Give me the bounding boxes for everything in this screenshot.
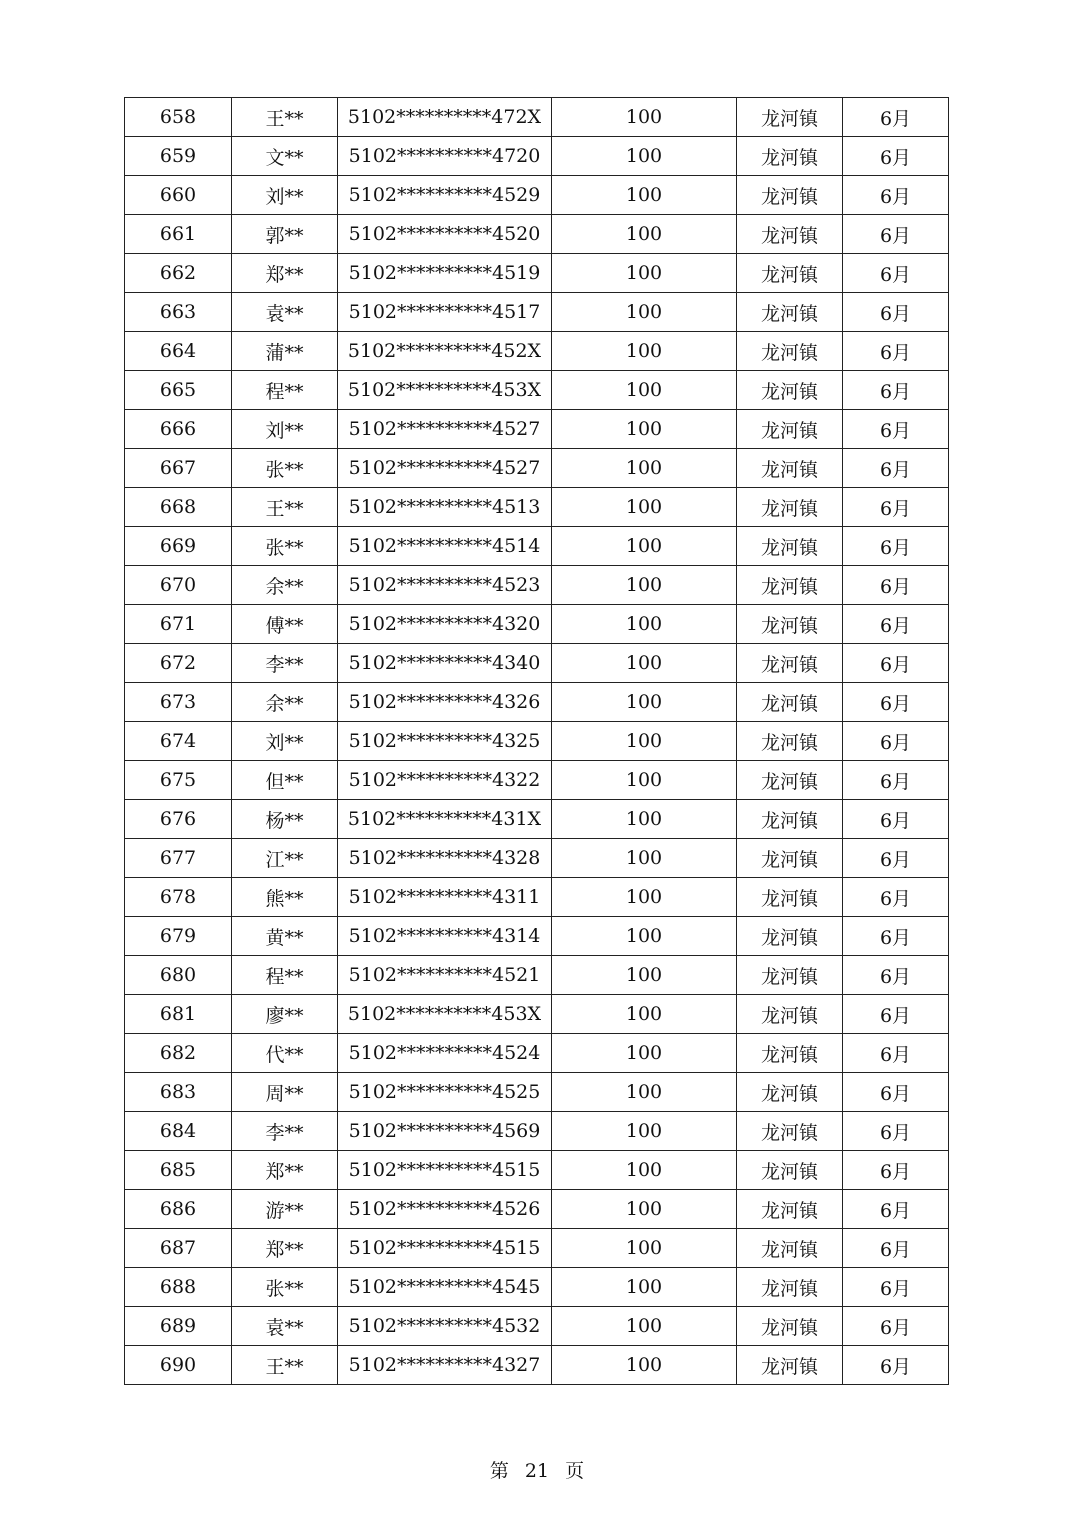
cell-id-number: 5102**********4720: [338, 137, 552, 176]
roster-table: [124, 97, 949, 1385]
cell-month: 6月: [843, 527, 949, 566]
cell-month: 6月: [843, 98, 949, 137]
cell-id-number: 5102**********4311: [338, 878, 552, 917]
cell-town: 龙河镇: [737, 761, 843, 800]
cell-name: 袁**: [232, 293, 338, 332]
cell-number: 662: [125, 254, 232, 293]
cell-amount: 100: [552, 800, 737, 839]
cell-name: 李**: [232, 644, 338, 683]
cell-name: 杨**: [232, 800, 338, 839]
cell-name: 黄**: [232, 917, 338, 956]
cell-amount: 100: [552, 1190, 737, 1229]
cell-name: 余**: [232, 566, 338, 605]
cell-name: 江**: [232, 839, 338, 878]
cell-id-number: 5102**********4529: [338, 176, 552, 215]
table-row: [125, 1112, 949, 1151]
cell-month: 6月: [843, 293, 949, 332]
cell-id-number: 5102**********4545: [338, 1268, 552, 1307]
cell-month: 6月: [843, 917, 949, 956]
cell-id-number: 5102**********4515: [338, 1151, 552, 1190]
cell-number: 670: [125, 566, 232, 605]
cell-amount: 100: [552, 293, 737, 332]
cell-town: 龙河镇: [737, 1073, 843, 1112]
table-row: [125, 371, 949, 410]
cell-number: 672: [125, 644, 232, 683]
table-row: [125, 878, 949, 917]
cell-number: 661: [125, 215, 232, 254]
cell-id-number: 5102**********4327: [338, 1346, 552, 1385]
table-row: [125, 1190, 949, 1229]
cell-number: 667: [125, 449, 232, 488]
cell-amount: 100: [552, 683, 737, 722]
cell-month: 6月: [843, 176, 949, 215]
table-row: [125, 215, 949, 254]
cell-town: 龙河镇: [737, 98, 843, 137]
cell-id-number: 5102**********4523: [338, 566, 552, 605]
cell-name: 郑**: [232, 1151, 338, 1190]
cell-town: 龙河镇: [737, 1307, 843, 1346]
cell-town: 龙河镇: [737, 1229, 843, 1268]
cell-id-number: 5102**********4520: [338, 215, 552, 254]
table-row: [125, 1151, 949, 1190]
cell-amount: 100: [552, 761, 737, 800]
cell-number: 685: [125, 1151, 232, 1190]
cell-town: 龙河镇: [737, 1190, 843, 1229]
cell-name: 廖**: [232, 995, 338, 1034]
table-row: [125, 1229, 949, 1268]
cell-amount: 100: [552, 1073, 737, 1112]
cell-name: 张**: [232, 527, 338, 566]
cell-name: 熊**: [232, 878, 338, 917]
cell-month: 6月: [843, 137, 949, 176]
cell-amount: 100: [552, 527, 737, 566]
cell-id-number: 5102**********4521: [338, 956, 552, 995]
cell-town: 龙河镇: [737, 800, 843, 839]
table-row: [125, 1073, 949, 1112]
cell-number: 674: [125, 722, 232, 761]
cell-id-number: 5102**********4340: [338, 644, 552, 683]
cell-number: 666: [125, 410, 232, 449]
cell-number: 682: [125, 1034, 232, 1073]
cell-month: 6月: [843, 332, 949, 371]
cell-month: 6月: [843, 1151, 949, 1190]
cell-number: 671: [125, 605, 232, 644]
cell-amount: 100: [552, 1151, 737, 1190]
table-row: [125, 1268, 949, 1307]
cell-month: 6月: [843, 995, 949, 1034]
cell-id-number: 5102**********472X: [338, 98, 552, 137]
cell-month: 6月: [843, 371, 949, 410]
table-row: [125, 722, 949, 761]
cell-id-number: 5102**********4519: [338, 254, 552, 293]
cell-number: 676: [125, 800, 232, 839]
table-row: [125, 293, 949, 332]
cell-name: 李**: [232, 1112, 338, 1151]
cell-id-number: 5102**********4514: [338, 527, 552, 566]
page-suffix: 页: [565, 1460, 585, 1482]
cell-name: 但**: [232, 761, 338, 800]
cell-month: 6月: [843, 800, 949, 839]
cell-id-number: 5102**********4314: [338, 917, 552, 956]
table-row: [125, 410, 949, 449]
cell-town: 龙河镇: [737, 722, 843, 761]
cell-month: 6月: [843, 566, 949, 605]
cell-number: 677: [125, 839, 232, 878]
cell-town: 龙河镇: [737, 995, 843, 1034]
cell-town: 龙河镇: [737, 215, 843, 254]
cell-amount: 100: [552, 332, 737, 371]
cell-town: 龙河镇: [737, 878, 843, 917]
cell-town: 龙河镇: [737, 449, 843, 488]
cell-name: 王**: [232, 1346, 338, 1385]
cell-number: 683: [125, 1073, 232, 1112]
cell-town: 龙河镇: [737, 410, 843, 449]
cell-month: 6月: [843, 1112, 949, 1151]
cell-number: 663: [125, 293, 232, 332]
table-row: [125, 683, 949, 722]
cell-name: 周**: [232, 1073, 338, 1112]
cell-town: 龙河镇: [737, 332, 843, 371]
cell-id-number: 5102**********4532: [338, 1307, 552, 1346]
cell-amount: 100: [552, 1034, 737, 1073]
cell-month: 6月: [843, 449, 949, 488]
table-row: [125, 1034, 949, 1073]
cell-number: 658: [125, 98, 232, 137]
cell-town: 龙河镇: [737, 956, 843, 995]
cell-name: 郑**: [232, 1229, 338, 1268]
cell-amount: 100: [552, 878, 737, 917]
cell-amount: 100: [552, 1268, 737, 1307]
cell-amount: 100: [552, 605, 737, 644]
table-row: [125, 488, 949, 527]
cell-name: 郭**: [232, 215, 338, 254]
cell-name: 余**: [232, 683, 338, 722]
cell-town: 龙河镇: [737, 527, 843, 566]
cell-town: 龙河镇: [737, 137, 843, 176]
table-row: [125, 566, 949, 605]
cell-month: 6月: [843, 1307, 949, 1346]
cell-amount: 100: [552, 371, 737, 410]
cell-name: 刘**: [232, 722, 338, 761]
cell-name: 文**: [232, 137, 338, 176]
cell-id-number: 5102**********4515: [338, 1229, 552, 1268]
cell-id-number: 5102**********4525: [338, 1073, 552, 1112]
cell-name: 傅**: [232, 605, 338, 644]
table-row: [125, 137, 949, 176]
cell-town: 龙河镇: [737, 1346, 843, 1385]
cell-id-number: 5102**********4513: [338, 488, 552, 527]
cell-id-number: 5102**********453X: [338, 995, 552, 1034]
cell-amount: 100: [552, 410, 737, 449]
table-row: [125, 605, 949, 644]
cell-amount: 100: [552, 722, 737, 761]
cell-number: 680: [125, 956, 232, 995]
cell-number: 679: [125, 917, 232, 956]
cell-id-number: 5102**********4517: [338, 293, 552, 332]
table-row: [125, 98, 949, 137]
cell-town: 龙河镇: [737, 1268, 843, 1307]
cell-town: 龙河镇: [737, 605, 843, 644]
cell-name: 王**: [232, 98, 338, 137]
cell-number: 673: [125, 683, 232, 722]
page-number: 21: [524, 1460, 550, 1482]
cell-number: 664: [125, 332, 232, 371]
cell-number: 665: [125, 371, 232, 410]
cell-number: 690: [125, 1346, 232, 1385]
cell-month: 6月: [843, 605, 949, 644]
cell-amount: 100: [552, 995, 737, 1034]
table-row: [125, 800, 949, 839]
table-row: [125, 761, 949, 800]
cell-name: 刘**: [232, 176, 338, 215]
table-row: [125, 332, 949, 371]
cell-name: 王**: [232, 488, 338, 527]
cell-id-number: 5102**********4326: [338, 683, 552, 722]
cell-id-number: 5102**********452X: [338, 332, 552, 371]
cell-number: 675: [125, 761, 232, 800]
cell-number: 660: [125, 176, 232, 215]
cell-number: 681: [125, 995, 232, 1034]
cell-month: 6月: [843, 1268, 949, 1307]
page-prefix: 第: [489, 1460, 509, 1482]
cell-id-number: 5102**********4320: [338, 605, 552, 644]
page-footer: [0, 1456, 1074, 1483]
cell-month: 6月: [843, 215, 949, 254]
cell-town: 龙河镇: [737, 371, 843, 410]
cell-id-number: 5102**********4325: [338, 722, 552, 761]
cell-id-number: 5102**********4569: [338, 1112, 552, 1151]
cell-number: 689: [125, 1307, 232, 1346]
cell-name: 张**: [232, 449, 338, 488]
cell-name: 程**: [232, 956, 338, 995]
cell-id-number: 5102**********4527: [338, 410, 552, 449]
table-row: [125, 1307, 949, 1346]
cell-amount: 100: [552, 215, 737, 254]
cell-town: 龙河镇: [737, 566, 843, 605]
cell-id-number: 5102**********4526: [338, 1190, 552, 1229]
cell-amount: 100: [552, 917, 737, 956]
cell-amount: 100: [552, 644, 737, 683]
cell-month: 6月: [843, 878, 949, 917]
cell-month: 6月: [843, 1034, 949, 1073]
cell-amount: 100: [552, 566, 737, 605]
cell-town: 龙河镇: [737, 683, 843, 722]
cell-name: 张**: [232, 1268, 338, 1307]
cell-name: 游**: [232, 1190, 338, 1229]
cell-month: 6月: [843, 683, 949, 722]
cell-id-number: 5102**********4527: [338, 449, 552, 488]
cell-id-number: 5102**********453X: [338, 371, 552, 410]
cell-month: 6月: [843, 254, 949, 293]
cell-amount: 100: [552, 98, 737, 137]
cell-town: 龙河镇: [737, 644, 843, 683]
table-row: [125, 644, 949, 683]
cell-month: 6月: [843, 1190, 949, 1229]
cell-number: 669: [125, 527, 232, 566]
cell-month: 6月: [843, 410, 949, 449]
cell-month: 6月: [843, 722, 949, 761]
cell-amount: 100: [552, 254, 737, 293]
cell-amount: 100: [552, 488, 737, 527]
cell-town: 龙河镇: [737, 1151, 843, 1190]
table-row: [125, 449, 949, 488]
cell-number: 687: [125, 1229, 232, 1268]
cell-town: 龙河镇: [737, 176, 843, 215]
table-row: [125, 176, 949, 215]
cell-amount: 100: [552, 137, 737, 176]
cell-month: 6月: [843, 1346, 949, 1385]
cell-month: 6月: [843, 644, 949, 683]
table-row: [125, 1346, 949, 1385]
cell-name: 代**: [232, 1034, 338, 1073]
cell-number: 668: [125, 488, 232, 527]
roster-body: [125, 98, 949, 1385]
cell-id-number: 5102**********431X: [338, 800, 552, 839]
cell-amount: 100: [552, 839, 737, 878]
cell-amount: 100: [552, 1307, 737, 1346]
table-row: [125, 527, 949, 566]
cell-town: 龙河镇: [737, 254, 843, 293]
cell-town: 龙河镇: [737, 1034, 843, 1073]
cell-name: 刘**: [232, 410, 338, 449]
cell-name: 程**: [232, 371, 338, 410]
cell-id-number: 5102**********4322: [338, 761, 552, 800]
cell-amount: 100: [552, 1229, 737, 1268]
cell-id-number: 5102**********4328: [338, 839, 552, 878]
cell-amount: 100: [552, 176, 737, 215]
cell-number: 686: [125, 1190, 232, 1229]
table-row: [125, 839, 949, 878]
cell-name: 蒲**: [232, 332, 338, 371]
table-row: [125, 917, 949, 956]
cell-amount: 100: [552, 956, 737, 995]
cell-month: 6月: [843, 1073, 949, 1112]
cell-number: 678: [125, 878, 232, 917]
cell-month: 6月: [843, 488, 949, 527]
cell-month: 6月: [843, 761, 949, 800]
cell-month: 6月: [843, 839, 949, 878]
cell-town: 龙河镇: [737, 839, 843, 878]
cell-town: 龙河镇: [737, 293, 843, 332]
table-row: [125, 956, 949, 995]
cell-name: 袁**: [232, 1307, 338, 1346]
cell-month: 6月: [843, 1229, 949, 1268]
cell-amount: 100: [552, 1346, 737, 1385]
cell-town: 龙河镇: [737, 488, 843, 527]
cell-number: 688: [125, 1268, 232, 1307]
table-row: [125, 995, 949, 1034]
cell-month: 6月: [843, 956, 949, 995]
cell-town: 龙河镇: [737, 917, 843, 956]
cell-name: 郑**: [232, 254, 338, 293]
cell-id-number: 5102**********4524: [338, 1034, 552, 1073]
cell-amount: 100: [552, 449, 737, 488]
cell-amount: 100: [552, 1112, 737, 1151]
cell-number: 684: [125, 1112, 232, 1151]
cell-number: 659: [125, 137, 232, 176]
cell-town: 龙河镇: [737, 1112, 843, 1151]
table-row: [125, 254, 949, 293]
